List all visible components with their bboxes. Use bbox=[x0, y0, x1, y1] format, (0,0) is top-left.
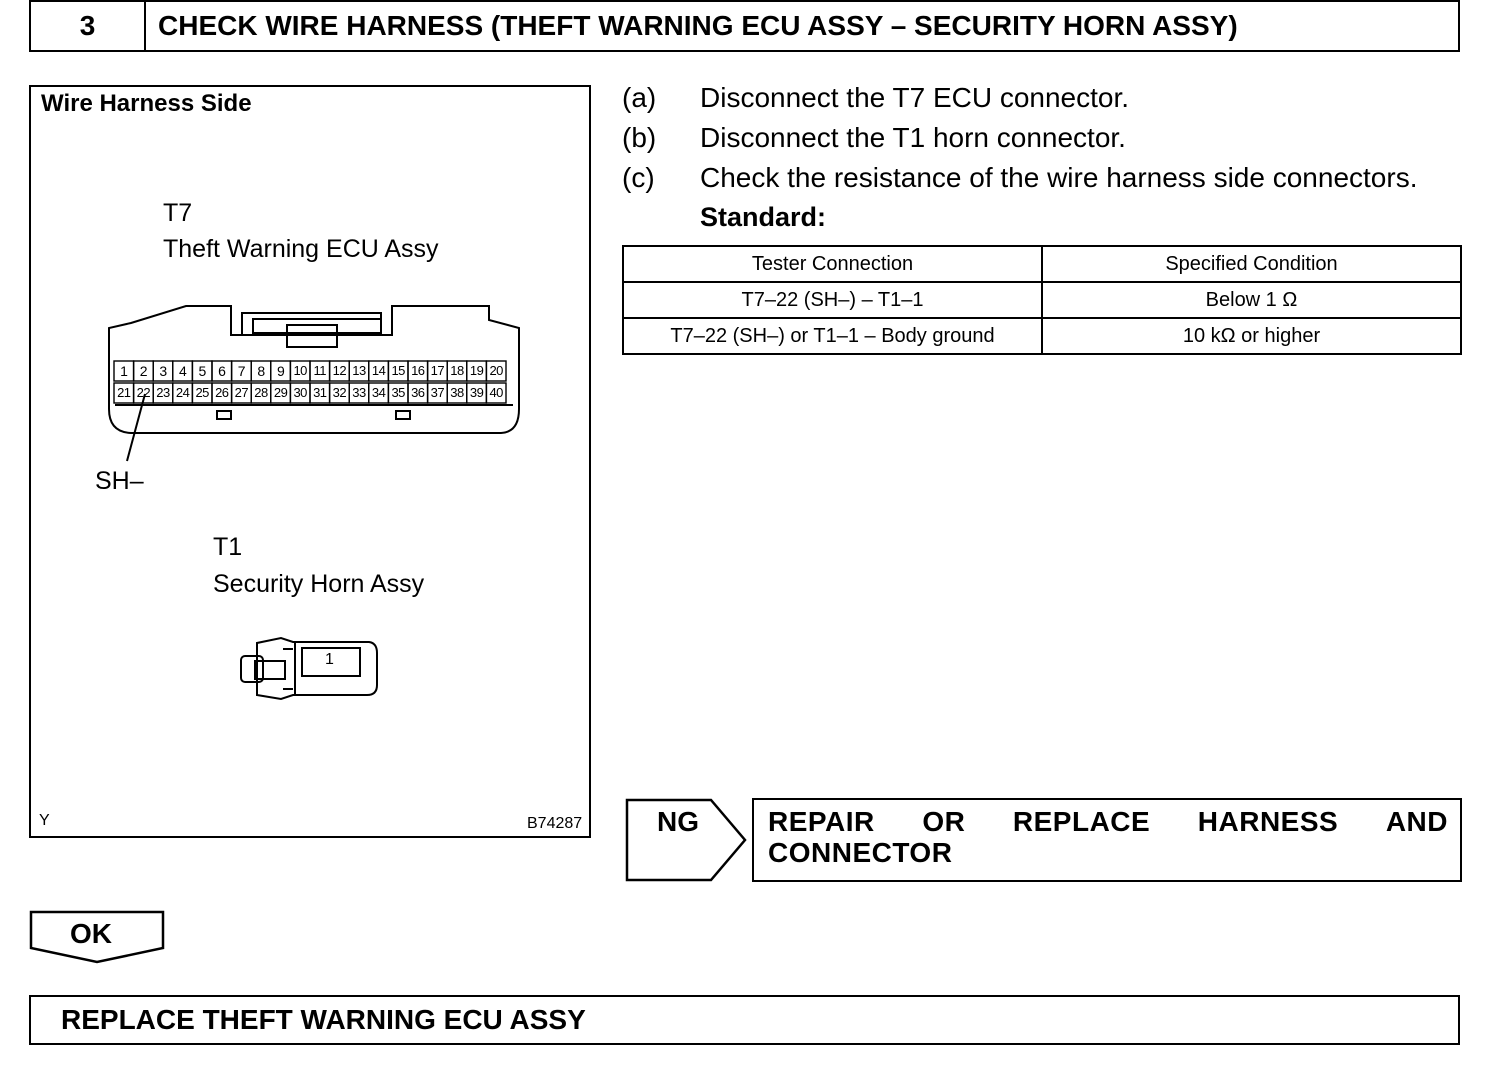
pin-label: 6 bbox=[218, 363, 226, 379]
pin-label: 35 bbox=[391, 385, 405, 400]
sh-label: SH– bbox=[95, 467, 144, 495]
ng-result-line2: CONNECTOR bbox=[768, 837, 953, 868]
table-header-row bbox=[623, 246, 1461, 282]
pin-label: 40 bbox=[489, 385, 503, 400]
spec-table bbox=[622, 245, 1462, 355]
step-title: CHECK WIRE HARNESS (THEFT WARNING ECU ASSY – SECURITY HORN ASSY) bbox=[158, 10, 1238, 41]
pin-label: 39 bbox=[469, 385, 484, 400]
ng-word: HARNESS bbox=[1197, 806, 1339, 837]
table-cell: 10 kΩ or higher bbox=[1042, 318, 1461, 354]
pin-label: 2 bbox=[139, 363, 148, 379]
pin-label: 31 bbox=[313, 385, 327, 400]
pin-label: 37 bbox=[430, 385, 445, 400]
step-b-label: (b) bbox=[622, 122, 657, 153]
ng-result-line1 bbox=[768, 806, 1448, 837]
step-number: 3 bbox=[31, 2, 146, 50]
pin-label: 14 bbox=[371, 363, 386, 378]
t1-connector-shape bbox=[241, 638, 377, 699]
table-cell: Below 1 Ω bbox=[1042, 282, 1461, 318]
step-a-label: (a) bbox=[622, 82, 657, 113]
pin-label: 32 bbox=[332, 385, 347, 400]
pin-label: 16 bbox=[411, 363, 425, 378]
t1-name: Security Horn Assy bbox=[213, 570, 425, 598]
pin-label: 24 bbox=[175, 385, 190, 400]
ng-word: REPAIR bbox=[768, 806, 875, 837]
t1-code: T1 bbox=[213, 533, 243, 561]
connector-drawing bbox=[31, 87, 593, 840]
table-row bbox=[623, 282, 1461, 318]
step-b bbox=[622, 122, 1126, 154]
ng-result-box bbox=[752, 798, 1462, 882]
pin-label: 36 bbox=[411, 385, 425, 400]
step-c-label: (c) bbox=[622, 162, 655, 193]
pin-label: 34 bbox=[371, 385, 386, 400]
pin-label: 23 bbox=[156, 385, 170, 400]
ok-label: OK bbox=[70, 918, 112, 949]
pin-label: 28 bbox=[254, 385, 268, 400]
standard-label: Standard: bbox=[700, 202, 827, 232]
ng-word: OR bbox=[922, 806, 966, 837]
step-a bbox=[622, 82, 1129, 114]
final-action-box: REPLACE THEFT WARNING ECU ASSY bbox=[29, 995, 1460, 1045]
pin-label: 17 bbox=[430, 363, 445, 378]
ng-word: AND bbox=[1385, 806, 1448, 837]
table-row bbox=[623, 318, 1461, 354]
pin-label: 21 bbox=[117, 385, 131, 400]
pin-label: 10 bbox=[293, 363, 307, 378]
pin-label: 13 bbox=[352, 363, 366, 378]
corner-code-left: Y bbox=[39, 812, 50, 829]
t7-name: Theft Warning ECU Assy bbox=[163, 235, 439, 263]
pin-label: 20 bbox=[489, 363, 503, 378]
table-header-cell: Tester Connection bbox=[623, 246, 1042, 282]
pin-label: 26 bbox=[215, 385, 229, 400]
step-header bbox=[29, 0, 1460, 52]
pin-label: 22 bbox=[136, 385, 151, 400]
pin-label: 12 bbox=[332, 363, 347, 378]
step-a-text: Disconnect the T7 ECU connector. bbox=[700, 82, 1130, 113]
pin-label: 9 bbox=[276, 363, 285, 379]
pin-label: 5 bbox=[198, 363, 206, 379]
step-c-text: Check the resistance of the wire harness side connectors. bbox=[700, 162, 1418, 193]
pin-label: 4 bbox=[178, 363, 187, 379]
pin-label: 38 bbox=[450, 385, 464, 400]
figure-number: B74287 bbox=[527, 815, 583, 832]
pin-label: 15 bbox=[391, 363, 405, 378]
pin-label: 7 bbox=[237, 363, 246, 379]
pin-label: 3 bbox=[159, 363, 167, 379]
t7-code: T7 bbox=[163, 199, 193, 227]
pin-label: 30 bbox=[293, 385, 307, 400]
pin-label: 19 bbox=[469, 363, 484, 378]
t1-pin-1: 1 bbox=[325, 651, 334, 668]
pin-label: 27 bbox=[234, 385, 249, 400]
step-b-text: Disconnect the T1 horn connector. bbox=[700, 122, 1126, 153]
wire-harness-diagram bbox=[29, 85, 591, 838]
pin-label: 29 bbox=[273, 385, 288, 400]
step-c bbox=[622, 162, 1417, 194]
table-header-cell: Specified Condition bbox=[1042, 246, 1461, 282]
pin-label: 1 bbox=[120, 363, 128, 379]
pin-label: 33 bbox=[352, 385, 366, 400]
pin-label: 18 bbox=[450, 363, 464, 378]
ng-label: NG bbox=[657, 806, 699, 837]
pin-label: 25 bbox=[195, 385, 209, 400]
table-cell: T7–22 (SH–) or T1–1 – Body ground bbox=[623, 318, 1042, 354]
ng-word: REPLACE bbox=[1012, 806, 1151, 837]
table-cell: T7–22 (SH–) – T1–1 bbox=[623, 282, 1042, 318]
pin-label: 8 bbox=[257, 363, 265, 379]
diagram-title: Wire Harness Side bbox=[41, 90, 252, 117]
pin-label: 11 bbox=[313, 363, 327, 378]
